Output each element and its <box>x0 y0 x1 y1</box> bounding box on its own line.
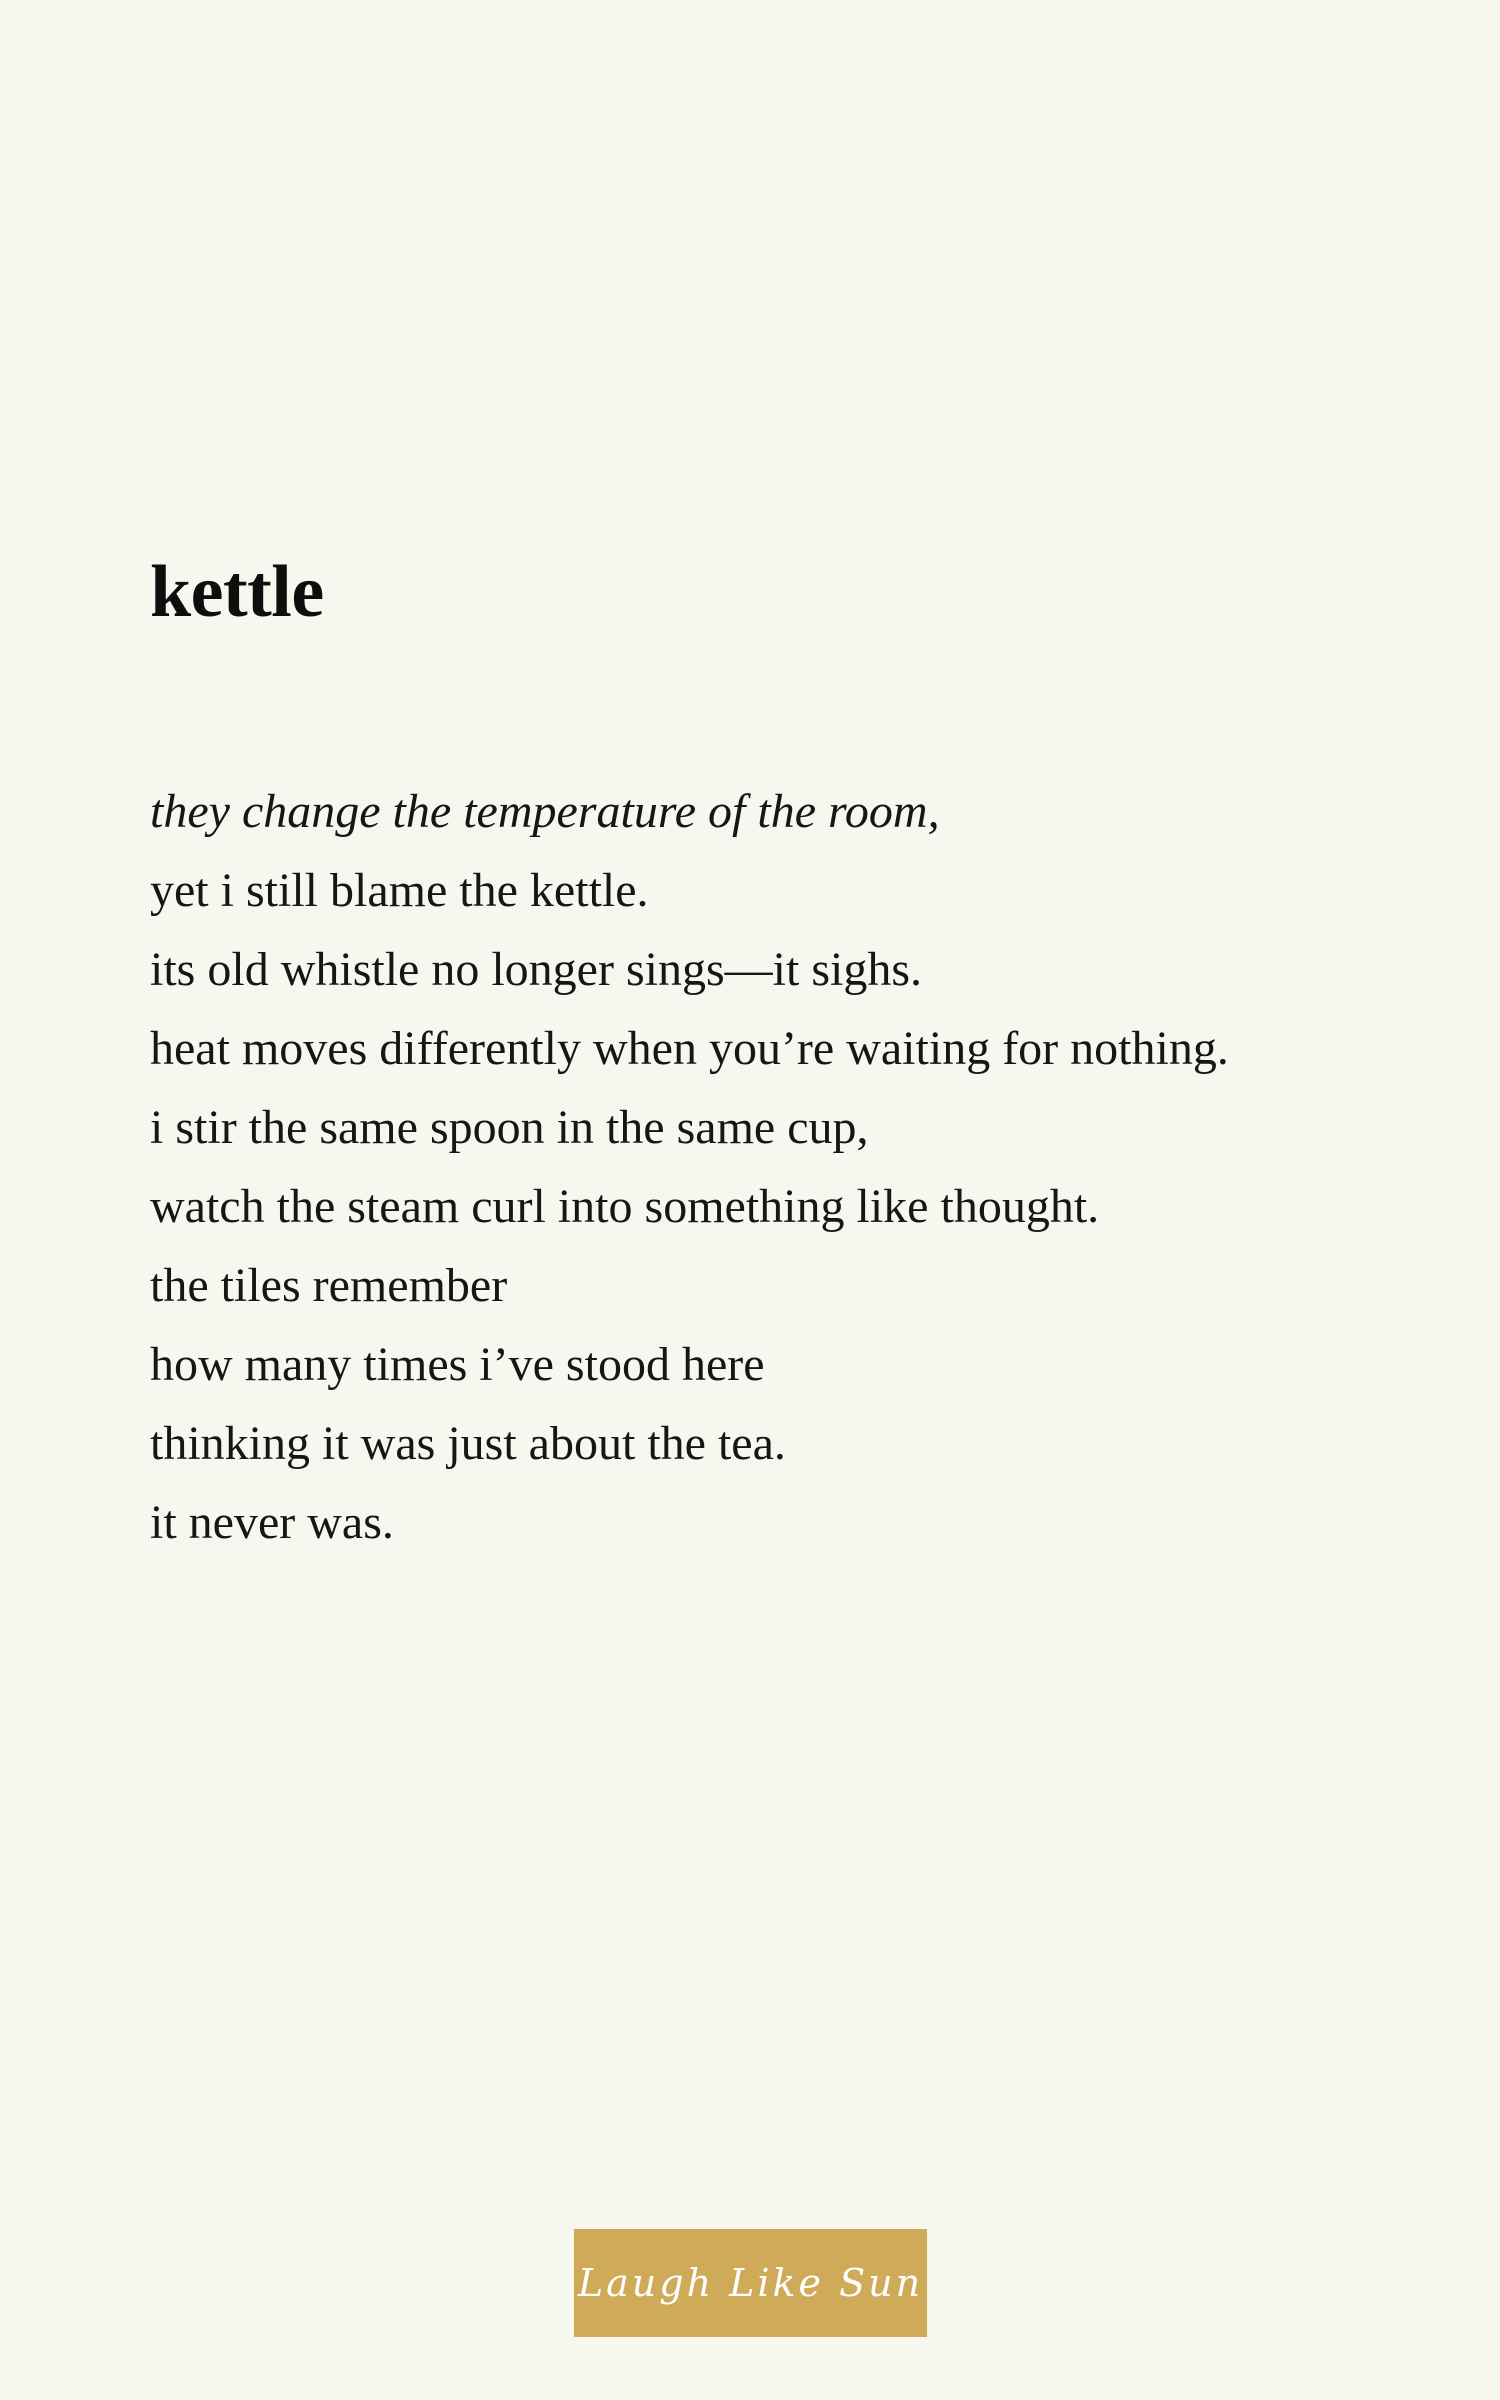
poem-line: watch the steam curl into something like thought. <box>150 1180 1100 1233</box>
poem-line: heat moves differently when you’re waiting for nothing. <box>150 1022 1229 1075</box>
poem-body <box>150 772 1400 1562</box>
poem-line: yet i still blame the kettle. <box>150 864 649 917</box>
brand-badge <box>574 2229 927 2337</box>
brand-signature: Laugh Like Sun <box>577 2261 924 2305</box>
poem-line: i stir the same spoon in the same cup, <box>150 1101 869 1154</box>
poem-line: how many times i’ve stood here <box>150 1338 765 1391</box>
poem-title: kettle <box>150 551 324 633</box>
poem-line: thinking it was just about the tea. <box>150 1417 786 1470</box>
poem-line: its old whistle no longer sings—it sighs. <box>150 943 923 996</box>
poem-line: the tiles remember <box>150 1259 508 1312</box>
poem-line: it never was. <box>150 1496 394 1549</box>
poem-line: they change the temperature of the room, <box>150 785 940 838</box>
